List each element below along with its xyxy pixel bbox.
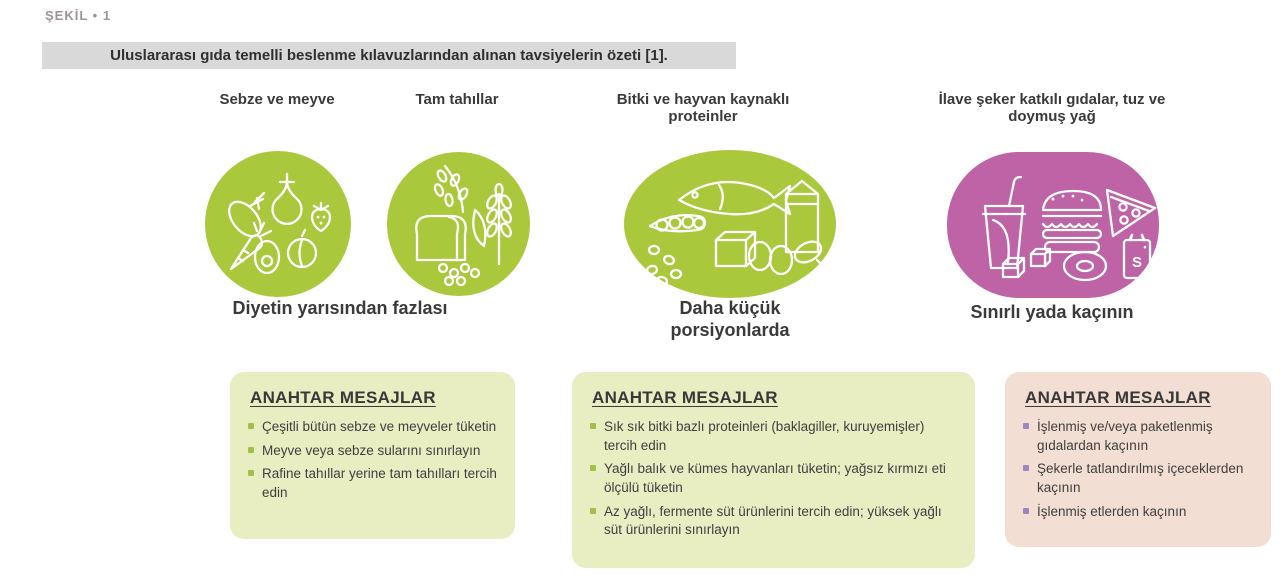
fish-icon [679,182,790,214]
wheat-ear-icon [485,184,513,264]
bullet-square-icon [590,423,596,429]
key-messages-box-limit-foods [1005,372,1271,547]
husk-leaf-icon [473,210,485,246]
bullet-square-icon [1023,423,1029,429]
header-limit-foods: İlave şeker katkılı gıdalar, tuz ve doymuş yağ [938,91,1166,126]
list-item: Az yağlı, fermente süt ürünlerini tercih edin; yüksek yağlı süt ürünlerini sınırlayın [590,503,961,540]
bullet-square-icon [248,423,254,429]
carrot-icon [231,223,271,269]
figure-caption-bar [42,42,736,69]
limit-foods-blob [947,152,1159,298]
svg-text:S: S [1131,254,1143,271]
plum-icon [288,230,316,267]
nuts-icon [646,246,681,286]
note-limit-or-avoid: Sınırlı yada kaçının [970,302,1134,322]
bullet-square-icon [590,465,596,471]
header-whole-grains: Tam tahıllar [415,91,499,108]
figure-caption-text: Uluslararası gıda temelli beslenme kılavuzlarından alınan tavsiyelerin özeti [1]. [110,47,668,64]
whole-grains-icon-group [387,152,530,296]
list-item: Rafine tahıllar yerine tam tahılları tercih edin [248,465,501,502]
key-messages-title: ANAHTAR MESAJLAR [1025,388,1211,407]
header-vegetables-fruit: Sebze ve meyve [219,91,335,108]
note-more-than-half: Diyetin yarısından fazlası [232,298,448,318]
poultry-leg-icon [791,237,832,279]
avocado-icon [255,241,279,273]
pea-pod-icon [650,215,705,231]
key-messages-list [248,418,501,503]
list-item: Sık sık bitki bazlı proteinleri (baklagiller, kuruyemişler) tercih edin [590,418,961,455]
pear-icon [273,174,302,224]
list-item: Meyve veya sebze sularını sınırlayın [248,442,501,461]
list-item: İşlenmiş ve/veya paketlenmiş gıdalardan kaçının [1023,418,1257,455]
donut-icon [1064,252,1106,280]
header-proteins: Bitki ve hayvan kaynaklı proteinler [616,91,790,126]
sugar-cubes-icon [1003,249,1050,277]
soda-cup-icon [983,177,1025,268]
bullet-square-icon [248,447,254,453]
cereal-grains-icon [439,264,479,285]
bread-loaf-icon [416,216,465,260]
bullet-square-icon [248,470,254,476]
whole-grains-blob [387,152,530,296]
strawberry-icon [312,203,330,231]
vegetables-fruit-blob [205,151,351,297]
bullet-square-icon [1023,508,1029,514]
list-item: Yağlı balık ve kümes hayvanları tüketin; yağsız kırmızı eti ölçülü tüketin [590,460,961,497]
key-messages-list [1023,418,1257,521]
eggplant-icon [223,193,267,242]
oat-sprig-icon [433,166,469,212]
key-messages-title: ANAHTAR MESAJLAR [250,388,436,407]
pizza-slice-icon [1107,190,1155,236]
key-messages-box-vegetables-grains [230,372,515,539]
list-item: Şekerle tatlandırılmış içeceklerden kaçının [1023,460,1257,497]
proteins-blob [624,150,836,298]
burger-icon [1043,191,1101,252]
bullet-square-icon [1023,465,1029,471]
proteins-icon-group [624,150,836,298]
salt-packet-icon [1124,235,1150,278]
key-messages-list [590,418,961,540]
key-messages-box-proteins [572,372,975,568]
list-item: İşlenmiş etlerden kaçının [1023,503,1257,522]
vegetables-fruit-icon-group [205,151,351,297]
note-smaller-portions: Daha küçük porsiyonlarda [670,298,790,340]
figure-label: ŞEKİL • 1 [45,8,112,23]
bullet-square-icon [590,508,596,514]
key-messages-title: ANAHTAR MESAJLAR [592,388,778,407]
limit-foods-icon-group [947,152,1159,298]
list-item: Çeşitli bütün sebze ve meyveler tüketin [248,418,501,437]
